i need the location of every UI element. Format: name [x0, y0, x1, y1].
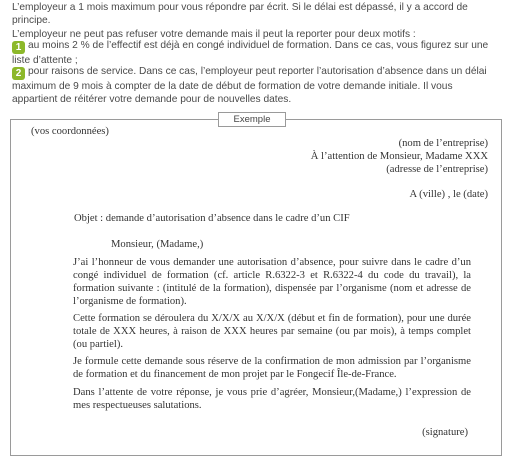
- letter-paragraph-1: J’ai l’honneur de vous demander une autorisation d’absence, pour suivre dans le cadre d’un congé individuel de formation (cf. article R.6322-3 et R.6322-4 du code du travail), la formation suivante : (intitulé de la formation), dispensée par l’organisme (nom et adresse de l’organisme de formation).: [73, 257, 471, 307]
- number-1-badge-icon: 1: [12, 41, 25, 54]
- intro-line-1: L’employeur a 1 mois maximum pour vous répondre par écrit. Si le délai est dépassé, il y a accord de principe.: [12, 2, 468, 27]
- recipient-name: (nom de l’entreprise): [398, 138, 488, 149]
- recipient-attention: À l’attention de Monsieur, Madame XXX: [310, 151, 488, 162]
- place-date: A (ville) , le (date): [409, 189, 488, 200]
- letter-paragraph-4: Dans l’attente de votre réponse, je vous prie d’agréer, Monsieur,(Madame,) l’expression de mes respectueuses salutations.: [73, 387, 471, 411]
- letter-salutation: Monsieur, (Madame,): [111, 239, 204, 250]
- intro-text: [12, 1, 504, 41]
- example-label: Exemple: [218, 112, 286, 127]
- sender-coordinates: (vos coordonnées): [31, 126, 109, 137]
- motif-text-1: au moins 2 % de l’effectif est déjà en congé individuel de formation. Dans ce cas, vous figurez sur une liste d’attente ;: [12, 40, 489, 66]
- recipient-address: (adresse de l’entreprise): [386, 164, 488, 175]
- letter-paragraph-2: Cette formation se déroulera du X/X/X au X/X/X (début et fin de formation), pour une durée totale de XXX heures, à raison de XXX heures par semaine (ou par mois), à temps complet (ou partiel).: [73, 313, 471, 350]
- letter-signature: (signature): [422, 427, 468, 438]
- motif-item-2: [12, 65, 500, 107]
- intro-line-2: L’employeur ne peut pas refuser votre demande mais il peut la reporter pour deux motifs :: [12, 28, 416, 40]
- motif-text-2: pour raisons de service. Dans ce cas, l’employeur peut reporter l’autorisation d’absence dans un délai maximum de 9 mois à compter de la date de début de formation de votre demande initiale. Il vous appartient de réitérer votre demande pour de nouvelles dates.: [12, 66, 487, 106]
- letter-subject: Objet : demande d’autorisation d’absence dans le cadre d’un CIF: [74, 213, 350, 224]
- number-2-badge-icon: 2: [12, 67, 25, 80]
- letter-paragraph-3: Je formule cette demande sous réserve de la confirmation de mon admission par l’organisme de formation et du financement de mon projet par le Fongecif Île-de-France.: [73, 356, 471, 380]
- motif-item-1: [12, 39, 500, 67]
